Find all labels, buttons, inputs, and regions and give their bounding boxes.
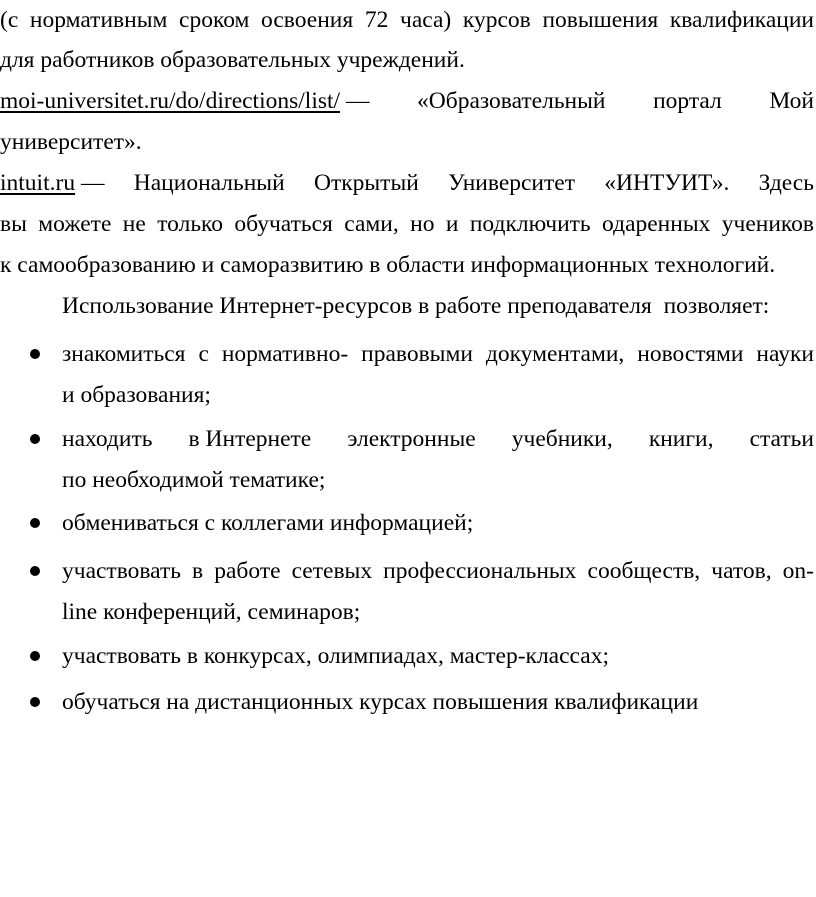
bullet-line (62, 339, 814, 369)
dash: — (345, 88, 370, 114)
bullet-line (62, 508, 473, 538)
moi-universitet-link[interactable]: moi-universitet.ru/do/directions/list/ (0, 88, 341, 114)
bullet-text: line конференций, семинаров; (62, 599, 361, 625)
resource-text: университет». (0, 129, 142, 155)
intro-line (62, 291, 769, 321)
bullet-line (62, 380, 211, 410)
word: учебники, (511, 426, 613, 452)
resource-text: к самообразованию и саморазвитию в области информационных технологий. (0, 252, 776, 278)
word: Открытый (313, 170, 419, 196)
word: в Интернете (188, 426, 312, 452)
intro-text: Использование Интернет-ресурсов в работе преподавателя позволяет: (62, 293, 770, 319)
intuit-link[interactable]: intuit.ru (0, 170, 76, 196)
bullet-text: обучаться на дистанционных курсах повышения квалификации (62, 689, 699, 715)
word: Университет (448, 170, 575, 196)
bullet-text: участвовать в работе сетевых профессиональных сообществ, чатов, on- (62, 558, 814, 584)
bullet-line (62, 465, 325, 495)
resource-line (0, 168, 814, 198)
word: «Образовательный (417, 88, 606, 114)
bullet-text: по необходимой тематике; (62, 467, 326, 493)
bullet-text: знакомиться с нормативно- правовыми документами, новостями науки (62, 341, 814, 367)
bullet-icon (30, 349, 40, 359)
paragraph-line (0, 5, 814, 35)
resource-line (0, 209, 814, 239)
resource-line (0, 250, 775, 280)
word: Здесь (758, 170, 814, 196)
word: Мой (769, 88, 814, 114)
bullet-icon (30, 697, 40, 707)
bullet-text: участвовать в конкурсах, олимпиадах, мастер-классах; (62, 643, 609, 669)
bullet-line (62, 556, 814, 586)
resource-line (0, 127, 142, 157)
paragraph-text: (с нормативным сроком освоения 72 часа) курсов повышения квалификации (0, 7, 814, 33)
paragraph-text: для работников образовательных учреждений. (0, 47, 465, 73)
bullet-icon (30, 566, 40, 576)
word: портал (653, 88, 722, 114)
bullet-icon (30, 434, 40, 444)
bullet-line (62, 687, 698, 717)
bullet-icon (30, 518, 40, 528)
bullet-line (62, 641, 609, 671)
word: статьи (749, 426, 814, 452)
bullet-line (62, 597, 360, 627)
dash: — (80, 170, 105, 196)
paragraph-line (0, 45, 465, 75)
resource-text: вы можете не только обучаться сами, но и подключить одаренных учеников (0, 211, 814, 237)
bullet-icon (30, 651, 40, 661)
bullet-line (62, 424, 814, 454)
resource-line (0, 86, 814, 116)
word: книги, (648, 426, 714, 452)
bullet-text: обмениваться с коллегами информацией; (62, 510, 474, 536)
word: Национальный (133, 170, 285, 196)
word: электронные (347, 426, 476, 452)
word: «ИНТУИТ». (604, 170, 730, 196)
word: находить (62, 426, 153, 452)
bullet-text: и образования; (62, 382, 211, 408)
